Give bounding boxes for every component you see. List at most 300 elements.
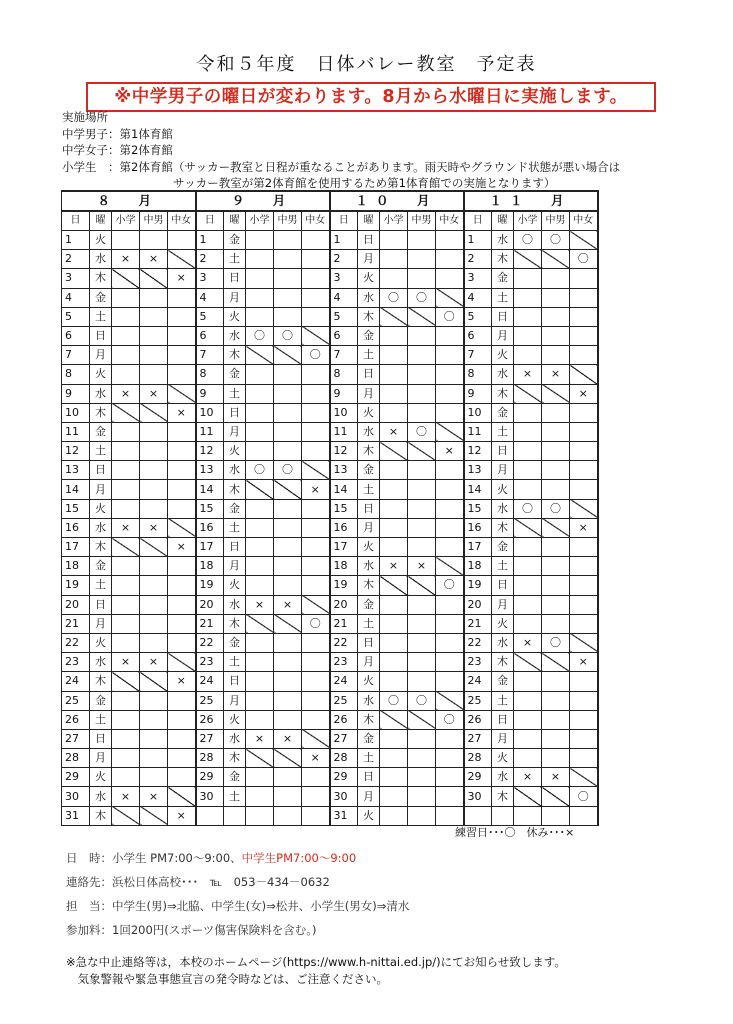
time-junior-high: 中学生PM7:00～9:00 bbox=[241, 851, 357, 865]
day-cell: 17 bbox=[62, 538, 90, 557]
elementary-cell bbox=[112, 365, 140, 384]
elementary-cell bbox=[380, 403, 408, 422]
jh-boys-cell bbox=[274, 269, 302, 288]
not-applicable-cell bbox=[380, 710, 408, 729]
elementary-cell bbox=[246, 768, 274, 787]
jh-boys-cell bbox=[140, 307, 168, 326]
jh-girls-cell: × bbox=[570, 653, 598, 672]
elementary-cell bbox=[514, 749, 542, 768]
jh-boys-cell bbox=[408, 538, 436, 557]
not-applicable-cell bbox=[302, 326, 330, 345]
weekday-cell: 月 bbox=[492, 595, 514, 614]
weekday-cell: 土 bbox=[492, 422, 514, 441]
weekday-cell: 金 bbox=[90, 691, 112, 710]
weekday-cell: 金 bbox=[224, 365, 246, 384]
elementary-cell: 〇 bbox=[514, 231, 542, 250]
jh-boys-cell: 〇 bbox=[542, 633, 570, 652]
weekday-cell: 月 bbox=[358, 384, 380, 403]
jh-boys-cell bbox=[408, 365, 436, 384]
elementary-cell bbox=[246, 269, 274, 288]
elementary-cell bbox=[112, 576, 140, 595]
weekday-cell: 金 bbox=[492, 538, 514, 557]
jh-girls-cell: 〇 bbox=[570, 250, 598, 269]
not-applicable-cell bbox=[168, 518, 196, 537]
info-contact: 連絡先：浜松日体高校･･･ ℡ 053－434－0632 bbox=[66, 875, 330, 889]
table-row bbox=[62, 365, 598, 384]
schedule-table bbox=[61, 190, 599, 826]
day-cell: 15 bbox=[62, 499, 90, 518]
weekday-cell: 水 bbox=[90, 384, 112, 403]
jh-girls-cell bbox=[570, 672, 598, 691]
jh-boys-cell: × bbox=[408, 557, 436, 576]
jh-girls-cell bbox=[168, 288, 196, 307]
day-cell: 21 bbox=[196, 614, 224, 633]
day-cell: 24 bbox=[330, 672, 358, 691]
time-label: 日 時： bbox=[66, 851, 112, 865]
weekday-cell: 土 bbox=[358, 480, 380, 499]
not-applicable-cell bbox=[140, 269, 168, 288]
day-cell: 23 bbox=[62, 653, 90, 672]
jh-girls-cell: × bbox=[302, 749, 330, 768]
jh-boys-cell bbox=[408, 518, 436, 537]
jh-boys-cell bbox=[408, 653, 436, 672]
jh-girls-cell bbox=[570, 729, 598, 748]
elementary-cell bbox=[514, 422, 542, 441]
not-applicable-cell bbox=[436, 288, 464, 307]
elementary-cell bbox=[246, 806, 274, 825]
jh-boys-cell bbox=[542, 422, 570, 441]
day-cell: 6 bbox=[196, 326, 224, 345]
column-header: 曜 bbox=[90, 211, 112, 231]
jh-girls-cell bbox=[436, 633, 464, 652]
elementary-cell bbox=[514, 480, 542, 499]
weekday-cell: 火 bbox=[492, 480, 514, 499]
jh-boys-cell bbox=[140, 691, 168, 710]
jh-girls-cell: 〇 bbox=[436, 307, 464, 326]
jh-boys-cell bbox=[274, 422, 302, 441]
jh-boys-cell bbox=[140, 288, 168, 307]
jh-boys-cell bbox=[140, 633, 168, 652]
day-cell: 26 bbox=[330, 710, 358, 729]
jh-boys-cell bbox=[408, 729, 436, 748]
weekday-cell: 月 bbox=[358, 518, 380, 537]
jh-boys-cell bbox=[542, 691, 570, 710]
table-row bbox=[62, 403, 598, 422]
elementary-cell bbox=[514, 326, 542, 345]
elementary-cell: × bbox=[112, 250, 140, 269]
elementary-cell bbox=[380, 269, 408, 288]
jh-boys-cell: × bbox=[274, 729, 302, 748]
jh-girls-cell bbox=[570, 288, 598, 307]
day-cell: 14 bbox=[196, 480, 224, 499]
elementary-cell bbox=[112, 557, 140, 576]
weekday-cell: 土 bbox=[90, 442, 112, 461]
weekday-cell: 金 bbox=[224, 499, 246, 518]
jh-boys-cell bbox=[140, 499, 168, 518]
jh-girls-cell bbox=[302, 633, 330, 652]
jh-girls-cell bbox=[570, 480, 598, 499]
elementary-cell bbox=[246, 499, 274, 518]
weekday-cell: 月 bbox=[358, 653, 380, 672]
weekday-cell: 木 bbox=[492, 787, 514, 806]
day-cell: 4 bbox=[196, 288, 224, 307]
jh-boys-cell bbox=[542, 557, 570, 576]
weekday-cell: 月 bbox=[492, 326, 514, 345]
jh-girls-cell: 〇 bbox=[436, 710, 464, 729]
day-cell: 18 bbox=[62, 557, 90, 576]
jh-girls-cell bbox=[302, 250, 330, 269]
info-staff: 担 当：中学生(男)⇒北脇、中学生(女)⇒松井、小学生(男女)⇒清水 bbox=[66, 899, 410, 913]
not-applicable-cell bbox=[168, 653, 196, 672]
month-header: ８ 月 bbox=[62, 191, 196, 211]
weekday-cell: 金 bbox=[358, 461, 380, 480]
weekday-cell: 金 bbox=[492, 672, 514, 691]
day-cell: 11 bbox=[464, 422, 492, 441]
table-row bbox=[62, 518, 598, 537]
elementary-cell bbox=[246, 518, 274, 537]
not-applicable-cell bbox=[542, 653, 570, 672]
column-header: 中男 bbox=[274, 211, 302, 231]
table-row bbox=[62, 614, 598, 633]
day-cell: 18 bbox=[464, 557, 492, 576]
day-cell: 21 bbox=[330, 614, 358, 633]
weekday-cell: 金 bbox=[358, 729, 380, 748]
day-cell: 11 bbox=[196, 422, 224, 441]
elementary-cell bbox=[112, 595, 140, 614]
day-cell: 9 bbox=[62, 384, 90, 403]
day-cell: 11 bbox=[62, 422, 90, 441]
weekday-cell: 月 bbox=[358, 787, 380, 806]
day-cell: 24 bbox=[62, 672, 90, 691]
table-row bbox=[62, 442, 598, 461]
elementary-cell bbox=[514, 269, 542, 288]
jh-boys-cell bbox=[542, 614, 570, 633]
jh-boys-cell bbox=[408, 403, 436, 422]
notice-banner: ※中学男子の曜日が変わります。8月から水曜日に実施します。 bbox=[86, 82, 656, 112]
day-cell: 3 bbox=[330, 269, 358, 288]
not-applicable-cell bbox=[542, 384, 570, 403]
jh-girls-cell bbox=[570, 710, 598, 729]
elementary-cell bbox=[514, 538, 542, 557]
jh-girls-cell bbox=[570, 538, 598, 557]
jh-boys-cell bbox=[274, 576, 302, 595]
not-applicable-cell bbox=[112, 672, 140, 691]
elementary-cell: × bbox=[112, 518, 140, 537]
elementary-cell bbox=[380, 787, 408, 806]
weekday-cell: 火 bbox=[224, 442, 246, 461]
venue-line: 中学女子：第2体育館 bbox=[62, 143, 173, 157]
elementary-cell bbox=[514, 806, 542, 825]
weekday-cell: 土 bbox=[358, 749, 380, 768]
elementary-cell bbox=[112, 749, 140, 768]
not-applicable-cell bbox=[514, 384, 542, 403]
jh-girls-cell: × bbox=[168, 806, 196, 825]
jh-boys-cell bbox=[408, 461, 436, 480]
day-cell: 6 bbox=[330, 326, 358, 345]
page-title: 令和５年度 日体バレー教室 予定表 bbox=[196, 54, 537, 75]
elementary-cell bbox=[112, 288, 140, 307]
jh-boys-cell bbox=[274, 557, 302, 576]
table-row bbox=[62, 384, 598, 403]
jh-girls-cell bbox=[570, 557, 598, 576]
weekday-cell: 土 bbox=[224, 250, 246, 269]
elementary-cell bbox=[112, 307, 140, 326]
weekday-cell: 日 bbox=[492, 576, 514, 595]
day-cell: 27 bbox=[196, 729, 224, 748]
weekday-cell: 木 bbox=[492, 250, 514, 269]
venue-line: 小学生 ：第2体育館（サッカー教室と日程が重なることがあります。雨天時やグラウンド状態が悪い場合は bbox=[62, 159, 621, 174]
day-cell: 21 bbox=[464, 614, 492, 633]
footer-note bbox=[66, 954, 566, 988]
weekday-cell: 日 bbox=[358, 768, 380, 787]
not-applicable-cell bbox=[168, 787, 196, 806]
day-cell: 15 bbox=[464, 499, 492, 518]
weekday-cell bbox=[492, 806, 514, 825]
weekday-cell: 火 bbox=[90, 231, 112, 250]
day-cell: 6 bbox=[464, 326, 492, 345]
weekday-cell: 火 bbox=[358, 403, 380, 422]
venue-info bbox=[62, 109, 620, 192]
table-row bbox=[62, 691, 598, 710]
jh-girls-cell bbox=[168, 346, 196, 365]
table-row bbox=[62, 288, 598, 307]
weekday-cell: 月 bbox=[90, 749, 112, 768]
day-cell: 30 bbox=[196, 787, 224, 806]
jh-girls-cell bbox=[436, 653, 464, 672]
elementary-cell bbox=[112, 231, 140, 250]
weekday-cell: 水 bbox=[358, 422, 380, 441]
jh-girls-cell bbox=[302, 710, 330, 729]
weekday-cell: 月 bbox=[358, 250, 380, 269]
elementary-cell bbox=[514, 691, 542, 710]
elementary-cell bbox=[380, 653, 408, 672]
jh-girls-cell bbox=[436, 614, 464, 633]
jh-girls-cell bbox=[168, 749, 196, 768]
elementary-cell: × bbox=[380, 422, 408, 441]
weekday-cell: 月 bbox=[90, 614, 112, 633]
jh-girls-cell: × bbox=[168, 403, 196, 422]
weekday-cell: 土 bbox=[492, 288, 514, 307]
table-row bbox=[62, 269, 598, 288]
weekday-cell: 木 bbox=[492, 384, 514, 403]
info-fee: 参加料：1回200円(スポーツ傷害保険料を含む。) bbox=[66, 923, 317, 937]
jh-girls-cell bbox=[302, 384, 330, 403]
day-cell: 11 bbox=[330, 422, 358, 441]
jh-girls-cell bbox=[436, 384, 464, 403]
jh-girls-cell: × bbox=[436, 442, 464, 461]
jh-boys-cell: × bbox=[542, 768, 570, 787]
table-row bbox=[62, 672, 598, 691]
elementary-cell bbox=[514, 595, 542, 614]
table-row bbox=[62, 633, 598, 652]
elementary-cell bbox=[380, 231, 408, 250]
weekday-cell: 金 bbox=[224, 231, 246, 250]
jh-boys-cell bbox=[408, 480, 436, 499]
elementary-cell bbox=[246, 307, 274, 326]
not-applicable-cell bbox=[514, 250, 542, 269]
elementary-cell bbox=[514, 288, 542, 307]
not-applicable-cell bbox=[168, 384, 196, 403]
day-cell: 17 bbox=[196, 538, 224, 557]
day-cell: 13 bbox=[330, 461, 358, 480]
weekday-cell: 土 bbox=[224, 787, 246, 806]
weekday-cell: 金 bbox=[90, 288, 112, 307]
jh-boys-cell bbox=[274, 768, 302, 787]
weekday-cell: 木 bbox=[358, 576, 380, 595]
elementary-cell: × bbox=[112, 653, 140, 672]
weekday-cell: 土 bbox=[358, 346, 380, 365]
jh-girls-cell: × bbox=[302, 480, 330, 499]
elementary-cell bbox=[380, 806, 408, 825]
elementary-cell bbox=[246, 653, 274, 672]
jh-boys-cell: × bbox=[140, 518, 168, 537]
elementary-cell: × bbox=[112, 787, 140, 806]
day-cell: 8 bbox=[196, 365, 224, 384]
weekday-cell: 日 bbox=[224, 269, 246, 288]
day-cell: 30 bbox=[330, 787, 358, 806]
not-applicable-cell bbox=[246, 749, 274, 768]
jh-girls-cell bbox=[436, 346, 464, 365]
month-header: １０ 月 bbox=[330, 191, 464, 211]
table-row bbox=[62, 307, 598, 326]
day-cell: 20 bbox=[330, 595, 358, 614]
day-cell: 5 bbox=[62, 307, 90, 326]
jh-girls-cell bbox=[168, 595, 196, 614]
jh-boys-cell bbox=[542, 461, 570, 480]
day-cell: 17 bbox=[330, 538, 358, 557]
day-cell: 24 bbox=[196, 672, 224, 691]
elementary-cell bbox=[380, 365, 408, 384]
elementary-cell bbox=[514, 672, 542, 691]
jh-boys-cell bbox=[542, 442, 570, 461]
elementary-cell bbox=[112, 691, 140, 710]
jh-boys-cell bbox=[274, 384, 302, 403]
elementary-cell bbox=[112, 346, 140, 365]
weekday-cell: 水 bbox=[90, 518, 112, 537]
not-applicable-cell bbox=[274, 480, 302, 499]
day-cell: 29 bbox=[464, 768, 492, 787]
column-header: 中男 bbox=[140, 211, 168, 231]
elementary-cell bbox=[514, 557, 542, 576]
jh-boys-cell: 〇 bbox=[274, 326, 302, 345]
weekday-cell: 土 bbox=[90, 576, 112, 595]
weekday-cell: 金 bbox=[90, 557, 112, 576]
column-header: 日 bbox=[62, 211, 90, 231]
weekday-cell: 木 bbox=[90, 538, 112, 557]
table-row bbox=[62, 326, 598, 345]
column-header: 中女 bbox=[168, 211, 196, 231]
elementary-cell: × bbox=[514, 633, 542, 652]
not-applicable-cell bbox=[408, 307, 436, 326]
column-header: 小学 bbox=[380, 211, 408, 231]
table-row bbox=[62, 346, 598, 365]
weekday-cell: 土 bbox=[492, 557, 514, 576]
day-cell: 26 bbox=[464, 710, 492, 729]
day-cell: 13 bbox=[464, 461, 492, 480]
day-cell: 22 bbox=[330, 633, 358, 652]
jh-girls-cell bbox=[168, 768, 196, 787]
jh-girls-cell bbox=[436, 518, 464, 537]
weekday-cell: 火 bbox=[492, 346, 514, 365]
jh-girls-cell bbox=[302, 499, 330, 518]
weekday-cell: 水 bbox=[90, 653, 112, 672]
column-header: 曜 bbox=[358, 211, 380, 231]
not-applicable-cell bbox=[168, 250, 196, 269]
jh-boys-cell bbox=[274, 365, 302, 384]
jh-boys-cell bbox=[274, 403, 302, 422]
weekday-cell: 水 bbox=[358, 288, 380, 307]
jh-girls-cell: × bbox=[168, 538, 196, 557]
day-cell: 8 bbox=[464, 365, 492, 384]
jh-boys-cell bbox=[140, 576, 168, 595]
table-row bbox=[62, 250, 598, 269]
jh-boys-cell bbox=[542, 672, 570, 691]
day-cell: 7 bbox=[464, 346, 492, 365]
elementary-cell bbox=[514, 307, 542, 326]
jh-girls-cell bbox=[436, 749, 464, 768]
jh-girls-cell bbox=[168, 729, 196, 748]
not-applicable-cell bbox=[140, 403, 168, 422]
weekday-cell: 月 bbox=[224, 557, 246, 576]
jh-girls-cell bbox=[436, 403, 464, 422]
jh-boys-cell bbox=[542, 806, 570, 825]
jh-boys-cell bbox=[274, 806, 302, 825]
day-cell: 25 bbox=[464, 691, 492, 710]
jh-boys-cell bbox=[140, 422, 168, 441]
weekday-cell: 木 bbox=[224, 749, 246, 768]
elementary-cell bbox=[246, 576, 274, 595]
jh-girls-cell: 〇 bbox=[436, 576, 464, 595]
jh-girls-cell bbox=[436, 538, 464, 557]
day-cell: 13 bbox=[196, 461, 224, 480]
column-header: 中男 bbox=[542, 211, 570, 231]
jh-boys-cell bbox=[542, 288, 570, 307]
weekday-cell: 日 bbox=[492, 307, 514, 326]
day-cell: 3 bbox=[62, 269, 90, 288]
jh-girls-cell bbox=[436, 480, 464, 499]
day-cell: 22 bbox=[464, 633, 492, 652]
not-applicable-cell bbox=[408, 710, 436, 729]
elementary-cell bbox=[514, 710, 542, 729]
jh-boys-cell: × bbox=[274, 595, 302, 614]
weekday-cell: 日 bbox=[224, 403, 246, 422]
weekday-cell: 水 bbox=[224, 326, 246, 345]
day-cell: 27 bbox=[62, 729, 90, 748]
table-row bbox=[62, 422, 598, 441]
column-header: 曜 bbox=[492, 211, 514, 231]
day-cell: 3 bbox=[464, 269, 492, 288]
day-cell: 26 bbox=[196, 710, 224, 729]
elementary-cell bbox=[380, 595, 408, 614]
jh-girls-cell bbox=[168, 633, 196, 652]
day-cell: 19 bbox=[464, 576, 492, 595]
not-applicable-cell bbox=[436, 691, 464, 710]
not-applicable-cell bbox=[246, 614, 274, 633]
elementary-cell bbox=[246, 403, 274, 422]
jh-boys-cell bbox=[140, 768, 168, 787]
day-cell: 24 bbox=[464, 672, 492, 691]
not-applicable-cell bbox=[570, 768, 598, 787]
legend: 練習日･･･〇 休み･･･× bbox=[455, 826, 575, 839]
jh-boys-cell bbox=[140, 729, 168, 748]
jh-girls-cell bbox=[302, 653, 330, 672]
weekday-cell: 金 bbox=[224, 768, 246, 787]
elementary-cell bbox=[380, 480, 408, 499]
jh-girls-cell bbox=[436, 499, 464, 518]
weekday-cell: 水 bbox=[492, 231, 514, 250]
jh-boys-cell bbox=[542, 480, 570, 499]
weekday-cell: 木 bbox=[358, 307, 380, 326]
